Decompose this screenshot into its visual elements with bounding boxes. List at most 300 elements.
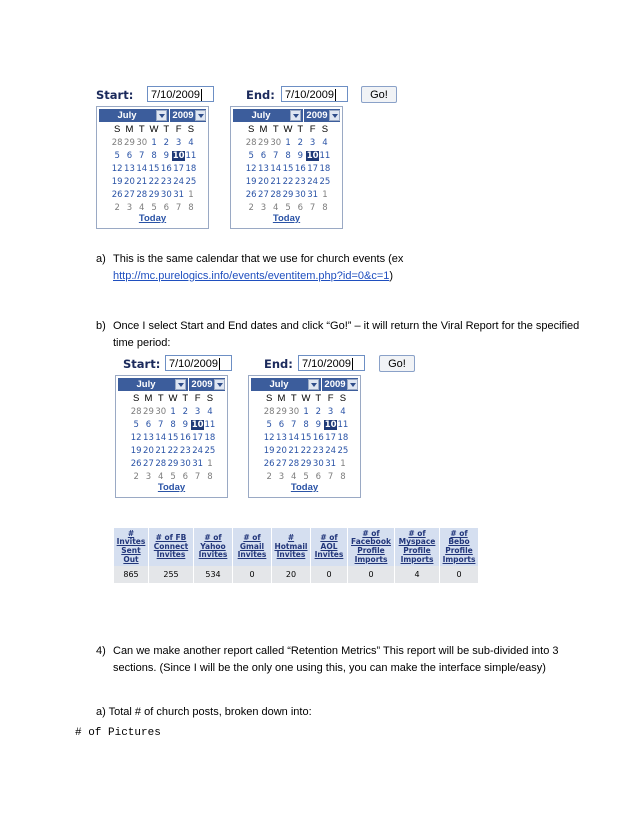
calendar-day[interactable]: 15	[167, 432, 179, 443]
calendar-day[interactable]: 21	[270, 176, 282, 187]
calendar-day[interactable]: 10	[324, 419, 337, 430]
calendar-day[interactable]: 30	[294, 189, 306, 200]
calendar-day[interactable]: 3	[260, 202, 267, 213]
calendar-week-row	[111, 138, 197, 148]
chevron-down-icon[interactable]	[175, 379, 186, 390]
calendar-day[interactable]: 6	[297, 202, 304, 213]
chevron-down-icon[interactable]	[195, 110, 206, 121]
calendar-day[interactable]: 16	[179, 432, 191, 443]
month-select[interactable]: July	[269, 379, 289, 390]
calendar-day[interactable]: 8	[207, 471, 213, 482]
pictures-line: # of Pictures	[75, 727, 161, 739]
calendar-day[interactable]: 16	[294, 163, 306, 174]
weekday-label: S	[339, 393, 347, 404]
calendar-week-row	[130, 407, 216, 417]
stats-header[interactable]	[149, 528, 194, 566]
start-label: Start:	[123, 357, 161, 371]
calendar-day[interactable]: 17	[307, 163, 319, 174]
calendar-day[interactable]: 2	[133, 471, 139, 482]
calendar-day[interactable]: 25	[185, 176, 197, 187]
calendar-day[interactable]: 7	[139, 150, 145, 161]
calendar-day[interactable]: 30	[312, 458, 324, 469]
calendar-day[interactable]: 8	[303, 419, 309, 430]
calendar-day[interactable]: 2	[182, 407, 189, 417]
weekday-label: F	[327, 393, 334, 404]
today-link[interactable]: Today	[138, 213, 167, 224]
calendar-day[interactable]: 18	[204, 432, 216, 443]
calendar-day[interactable]: 5	[248, 150, 254, 161]
calendar-day[interactable]: 11	[319, 150, 331, 161]
chevron-down-icon[interactable]	[214, 379, 225, 390]
calendar-day[interactable]: 10	[172, 150, 185, 161]
calendar-day[interactable]: 8	[285, 150, 291, 161]
calendar-day[interactable]: 1	[207, 458, 213, 469]
calendar-day[interactable]: 22	[300, 445, 312, 456]
calendar-day[interactable]: 5	[151, 202, 157, 213]
year-select[interactable]: 2009	[324, 379, 346, 390]
weekday-label: M	[259, 124, 268, 135]
calendar-day[interactable]: 11	[185, 150, 197, 161]
calendar-day[interactable]: 20	[276, 445, 287, 456]
calendar-day[interactable]: 2	[266, 471, 272, 482]
stats-header-line: Invites	[276, 550, 306, 560]
calendar-day[interactable]: 18	[319, 163, 331, 174]
weekday-label: W	[149, 124, 159, 135]
calendar-day[interactable]: 27	[143, 458, 154, 469]
calendar-day[interactable]: 8	[151, 150, 157, 161]
calendar-day[interactable]: 29	[258, 138, 269, 148]
calendar-week-row	[263, 433, 349, 443]
weekday-label: S	[132, 393, 140, 404]
month-year-bar	[251, 378, 358, 391]
calendar-day[interactable]: 9	[163, 150, 170, 161]
stats-header[interactable]	[348, 528, 395, 566]
calendar-day[interactable]: 7	[158, 419, 164, 430]
calendar-day[interactable]: 12	[111, 163, 123, 174]
calendar-day[interactable]: 21	[155, 445, 167, 456]
calendar-day[interactable]: 2	[248, 202, 254, 213]
weekday-label: F	[194, 393, 201, 404]
weekday-label: W	[168, 393, 178, 404]
stats-header[interactable]	[272, 528, 311, 566]
weekday-label: S	[247, 124, 255, 135]
calendar-day[interactable]: 3	[309, 138, 316, 148]
calendar-day[interactable]: 30	[155, 407, 167, 417]
calendar-day[interactable]: 7	[327, 471, 334, 482]
end-date-input[interactable]	[298, 355, 365, 371]
calendar-day[interactable]: 18	[185, 163, 197, 174]
calendar-day[interactable]: 28	[288, 458, 300, 469]
calendar-day[interactable]: 21	[288, 445, 300, 456]
calendar-day[interactable]: 28	[136, 189, 148, 200]
viral-report-table	[114, 528, 479, 583]
weekday-label: T	[163, 124, 170, 135]
calendar-day[interactable]: 27	[124, 189, 135, 200]
calendar-day[interactable]: 23	[294, 176, 306, 187]
calendar-day[interactable]: 28	[263, 407, 275, 417]
stats-value: 865	[114, 566, 149, 583]
weekday-header	[130, 393, 216, 404]
calendar-day[interactable]: 17	[173, 163, 185, 174]
end-label: End:	[264, 357, 293, 371]
calendar-day[interactable]: 27	[276, 458, 287, 469]
stats-header-line: AOL	[320, 541, 338, 551]
calendar-day[interactable]: 22	[167, 445, 179, 456]
stats-header-line: Bebo	[448, 537, 470, 547]
calendar-day[interactable]: 8	[322, 202, 328, 213]
calendar-day[interactable]: 6	[126, 150, 133, 161]
calendar-day[interactable]: 20	[258, 176, 269, 187]
calendar-day[interactable]: 13	[276, 432, 287, 443]
calendar-day[interactable]: 15	[300, 432, 312, 443]
calendar-day[interactable]: 24	[307, 176, 319, 187]
calendar-day[interactable]: 1	[188, 189, 194, 200]
today-link[interactable]: Today	[157, 482, 186, 493]
calendar-day[interactable]: 4	[139, 202, 145, 213]
calendar-day[interactable]: 1	[285, 138, 291, 148]
month-select[interactable]: July	[251, 110, 271, 121]
calendar-day[interactable]: 13	[143, 432, 154, 443]
calendar-week-row	[111, 164, 197, 174]
calendar-day[interactable]: 22	[148, 176, 160, 187]
stats-header-line: #	[287, 533, 295, 543]
calendar-day[interactable]: 23	[160, 176, 172, 187]
calendar-day[interactable]: 2	[315, 407, 322, 417]
calendar-day[interactable]: 22	[282, 176, 294, 187]
calendar-day[interactable]: 6	[278, 419, 285, 430]
stats-header-line: Invites	[116, 537, 146, 547]
calendar-week-row	[130, 446, 216, 456]
calendar-day[interactable]: 4	[291, 471, 297, 482]
stats-value: 4	[395, 566, 440, 583]
calendar-day[interactable]: 12	[245, 163, 257, 174]
calendar-day[interactable]: 5	[170, 471, 176, 482]
end-calendar	[248, 375, 361, 498]
weekday-header	[111, 124, 197, 135]
start-label: Start:	[96, 88, 134, 102]
calendar-day[interactable]: 9	[315, 419, 322, 430]
stats-header[interactable]	[440, 528, 479, 566]
calendar-day[interactable]: 1	[303, 407, 309, 417]
calendar-day[interactable]: 31	[173, 189, 185, 200]
stats-header-line: # of	[408, 528, 426, 538]
calendar-day[interactable]: 2	[114, 202, 120, 213]
calendar-day[interactable]: 12	[263, 432, 275, 443]
calendar-day[interactable]: 26	[130, 458, 142, 469]
calendar-day[interactable]: 21	[136, 176, 148, 187]
calendar-day[interactable]: 6	[163, 202, 170, 213]
year-select[interactable]: 2009	[172, 110, 194, 121]
calendar-day[interactable]: 30	[179, 458, 191, 469]
go-button[interactable]: Go!	[379, 355, 415, 372]
calendar-day[interactable]: 17	[325, 432, 337, 443]
calendar-week-row	[111, 203, 197, 213]
calendar-day[interactable]: 4	[188, 138, 194, 148]
calendar-day[interactable]: 30	[288, 407, 300, 417]
calendar-day[interactable]: 10	[306, 150, 319, 161]
stats-value: 255	[149, 566, 194, 583]
calendar-day[interactable]: 4	[207, 407, 213, 417]
stats-header-line: Imports	[354, 554, 388, 564]
weekday-label: W	[283, 124, 293, 135]
calendar-day[interactable]: 2	[163, 138, 170, 148]
weekday-header	[245, 124, 331, 135]
calendar-day[interactable]: 10	[191, 419, 204, 430]
calendar-day[interactable]: 29	[167, 458, 179, 469]
calendar-day[interactable]: 6	[145, 419, 152, 430]
calendar-day[interactable]: 14	[288, 432, 300, 443]
calendar-day[interactable]: 18	[337, 432, 349, 443]
calendar-day[interactable]: 25	[204, 445, 216, 456]
month-year-bar	[118, 378, 225, 391]
chevron-down-icon[interactable]	[308, 379, 319, 390]
calendar-day[interactable]: 31	[307, 189, 319, 200]
month-year-bar	[99, 109, 206, 122]
stats-header-line: Sent	[121, 546, 141, 555]
calendar-day[interactable]: 7	[194, 471, 201, 482]
calendar-day[interactable]: 12	[130, 432, 142, 443]
weekday-label: T	[272, 124, 279, 135]
stats-header-line: # of	[362, 528, 380, 538]
calendar-week-row	[245, 151, 331, 161]
calendar-day[interactable]: 5	[133, 419, 139, 430]
calendar-day[interactable]: 29	[148, 189, 160, 200]
calendar-day[interactable]: 1	[340, 458, 346, 469]
weekday-header	[263, 393, 349, 404]
calendar-day[interactable]: 6	[315, 471, 322, 482]
calendar-week-row	[245, 203, 331, 213]
calendar-day[interactable]: 13	[124, 163, 135, 174]
calendar-day[interactable]: 19	[130, 445, 142, 456]
stats-header[interactable]	[233, 528, 272, 566]
calendar-week-row	[263, 407, 349, 417]
stats-header-line: Profile	[357, 546, 385, 555]
calendar-day[interactable]: 4	[273, 202, 279, 213]
calendar-day[interactable]: 5	[285, 202, 291, 213]
calendar-week-row	[263, 420, 349, 430]
calendar-day[interactable]: 3	[327, 407, 334, 417]
stats-header-line: # of	[320, 533, 338, 543]
calendar-day[interactable]: 8	[170, 419, 176, 430]
calendar-day[interactable]: 30	[136, 138, 148, 148]
calendar-week-row	[130, 472, 216, 482]
stats-value: 534	[194, 566, 233, 583]
calendar-day[interactable]: 28	[155, 458, 167, 469]
calendar-day[interactable]: 19	[263, 445, 275, 456]
weekday-label: T	[297, 124, 304, 135]
calendar-day[interactable]: 28	[270, 189, 282, 200]
calendar-week-row	[263, 472, 349, 482]
stats-header[interactable]	[311, 528, 348, 566]
stats-header[interactable]	[114, 528, 149, 566]
stats-value: 0	[233, 566, 272, 583]
calendar-day[interactable]: 7	[291, 419, 297, 430]
calendar-day[interactable]: 3	[126, 202, 133, 213]
item-4-line2: sections. (Since I will be the only one using this, you can make the interface simple/easy)	[113, 662, 546, 674]
calendar-day[interactable]: 16	[312, 432, 324, 443]
calendar-day[interactable]: 30	[160, 189, 172, 200]
calendar-day[interactable]: 20	[143, 445, 154, 456]
calendar-day[interactable]: 29	[143, 407, 154, 417]
go-button[interactable]: Go!	[361, 86, 397, 103]
year-select[interactable]: 2009	[191, 379, 213, 390]
weekday-label: S	[187, 124, 195, 135]
calendar-week-row	[245, 138, 331, 148]
event-link[interactable]: http://mc.purelogics.info/events/eventitem.php?id=0&c=1	[113, 270, 390, 282]
calendar-day[interactable]: 6	[182, 471, 189, 482]
calendar-day[interactable]: 26	[263, 458, 275, 469]
year-select[interactable]: 2009	[306, 110, 328, 121]
calendar-day[interactable]: 14	[155, 432, 167, 443]
weekday-label: T	[290, 393, 297, 404]
stats-header-line: Out	[123, 554, 139, 564]
calendar-week-row	[130, 433, 216, 443]
end-date-input[interactable]	[281, 86, 348, 102]
weekday-label: F	[175, 124, 182, 135]
calendar-day[interactable]: 15	[282, 163, 294, 174]
calendar-day[interactable]: 17	[192, 432, 204, 443]
calendar-day[interactable]: 19	[245, 176, 257, 187]
calendar-day[interactable]: 25	[337, 445, 349, 456]
calendar-day[interactable]: 29	[124, 138, 135, 148]
stats-header[interactable]	[194, 528, 233, 566]
stats-header-line: Connect	[153, 541, 189, 551]
chevron-down-icon[interactable]	[156, 110, 167, 121]
calendar-day[interactable]: 4	[340, 407, 346, 417]
calendar-day[interactable]: 23	[312, 445, 324, 456]
calendar-day[interactable]: 29	[276, 407, 287, 417]
calendar-day[interactable]: 14	[270, 163, 282, 174]
stats-header-line: # of	[450, 528, 468, 538]
chevron-down-icon[interactable]	[329, 110, 340, 121]
chevron-down-icon[interactable]	[290, 110, 301, 121]
calendar-day[interactable]: 1	[151, 138, 157, 148]
calendar-day[interactable]: 28	[245, 138, 257, 148]
calendar-day[interactable]: 28	[130, 407, 142, 417]
stats-header-line: Profile	[403, 546, 431, 555]
weekday-label: T	[138, 124, 145, 135]
calendar-day[interactable]: 27	[258, 189, 269, 200]
calendar-day[interactable]: 3	[175, 138, 182, 148]
calendar-day[interactable]: 4	[322, 138, 328, 148]
calendar-day[interactable]: 8	[340, 471, 346, 482]
calendar-day[interactable]: 7	[175, 202, 182, 213]
calendar-day[interactable]: 11	[337, 419, 349, 430]
calendar-week-row	[111, 190, 197, 200]
stats-value: 0	[311, 566, 348, 583]
calendar-day[interactable]: 26	[245, 189, 257, 200]
stats-header-line: Myspace	[398, 537, 436, 547]
calendar-day[interactable]: 8	[188, 202, 194, 213]
calendar-day[interactable]: 20	[124, 176, 135, 187]
calendar-week-row	[130, 420, 216, 430]
stats-header-line: Invites	[237, 550, 267, 560]
calendar-day[interactable]: 9	[182, 419, 189, 430]
calendar-week-row	[111, 151, 197, 161]
today-link[interactable]: Today	[272, 213, 301, 224]
calendar-day[interactable]: 5	[266, 419, 272, 430]
calendar-day[interactable]: 14	[136, 163, 148, 174]
calendar-day[interactable]: 1	[170, 407, 176, 417]
calendar-day[interactable]: 5	[303, 471, 309, 482]
calendar-day[interactable]: 6	[260, 150, 267, 161]
calendar-day[interactable]: 7	[273, 150, 279, 161]
stats-header[interactable]	[395, 528, 440, 566]
weekday-label: T	[182, 393, 189, 404]
calendar-day[interactable]: 31	[325, 458, 337, 469]
calendar-day[interactable]: 30	[270, 138, 282, 148]
calendar-day[interactable]: 24	[192, 445, 204, 456]
calendar-day[interactable]: 5	[114, 150, 120, 161]
item-4a: a) Total # of church posts, broken down into:	[96, 706, 312, 718]
calendar-day[interactable]: 3	[278, 471, 285, 482]
calendar-day[interactable]: 23	[179, 445, 191, 456]
stats-value: 20	[272, 566, 311, 583]
calendar-day[interactable]: 24	[173, 176, 185, 187]
calendar-day[interactable]: 28	[111, 138, 123, 148]
calendar-day[interactable]: 3	[194, 407, 201, 417]
calendar-day[interactable]: 1	[322, 189, 328, 200]
calendar-week-row	[245, 177, 331, 187]
calendar-day[interactable]: 25	[319, 176, 331, 187]
end-date-value: 7/10/2009	[302, 358, 351, 370]
calendar-day[interactable]: 26	[111, 189, 123, 200]
item-b-line2: time period:	[113, 337, 171, 349]
item-a-marker: a)	[96, 253, 106, 265]
end-date-value: 7/10/2009	[285, 89, 334, 101]
stats-header-line: Hotmail	[274, 541, 308, 551]
calendar-day[interactable]: 29	[282, 189, 294, 200]
stats-header-line: Gmail	[239, 541, 265, 551]
calendar-day[interactable]: 16	[160, 163, 172, 174]
calendar-day[interactable]: 24	[325, 445, 337, 456]
stats-header-line: #	[127, 528, 135, 538]
today-link[interactable]: Today	[290, 482, 319, 493]
start-date-value: 7/10/2009	[169, 358, 218, 370]
calendar-day[interactable]: 29	[300, 458, 312, 469]
calendar-day[interactable]: 9	[297, 150, 304, 161]
item-b-marker: b)	[96, 320, 106, 332]
calendar-day[interactable]: 3	[145, 471, 152, 482]
stats-header-line: Invites	[156, 550, 186, 560]
calendar-day[interactable]: 4	[158, 471, 164, 482]
item-a-text: This is the same calendar that we use for church events (ex	[113, 253, 404, 265]
item-4-line1: Can we make another report called “Retention Metrics” This report will be sub-divided into 3	[113, 645, 559, 657]
start-calendar	[96, 106, 209, 229]
stats-header-line: # of	[243, 533, 261, 543]
month-select[interactable]: July	[136, 379, 156, 390]
item-b-line1: Once I select Start and End dates and click “Go!” – it will return the Viral Report for the specified	[113, 320, 580, 332]
calendar-day[interactable]: 2	[297, 138, 304, 148]
item-4-marker: 4)	[96, 645, 106, 657]
item-a-close: )	[389, 270, 394, 282]
start-date-input[interactable]	[147, 86, 214, 102]
calendar-day[interactable]: 13	[258, 163, 269, 174]
calendar-day[interactable]: 19	[111, 176, 123, 187]
chevron-down-icon[interactable]	[347, 379, 358, 390]
weekday-label: W	[301, 393, 311, 404]
stats-header-line: Invites	[198, 550, 228, 560]
month-select[interactable]: July	[117, 110, 137, 121]
calendar-day[interactable]: 15	[148, 163, 160, 174]
weekday-label: S	[206, 393, 214, 404]
start-date-input[interactable]	[165, 355, 232, 371]
calendar-week-row	[263, 446, 349, 456]
calendar-day[interactable]: 7	[309, 202, 316, 213]
calendar-day[interactable]: 11	[204, 419, 216, 430]
start-calendar	[115, 375, 228, 498]
calendar-day[interactable]: 31	[192, 458, 204, 469]
